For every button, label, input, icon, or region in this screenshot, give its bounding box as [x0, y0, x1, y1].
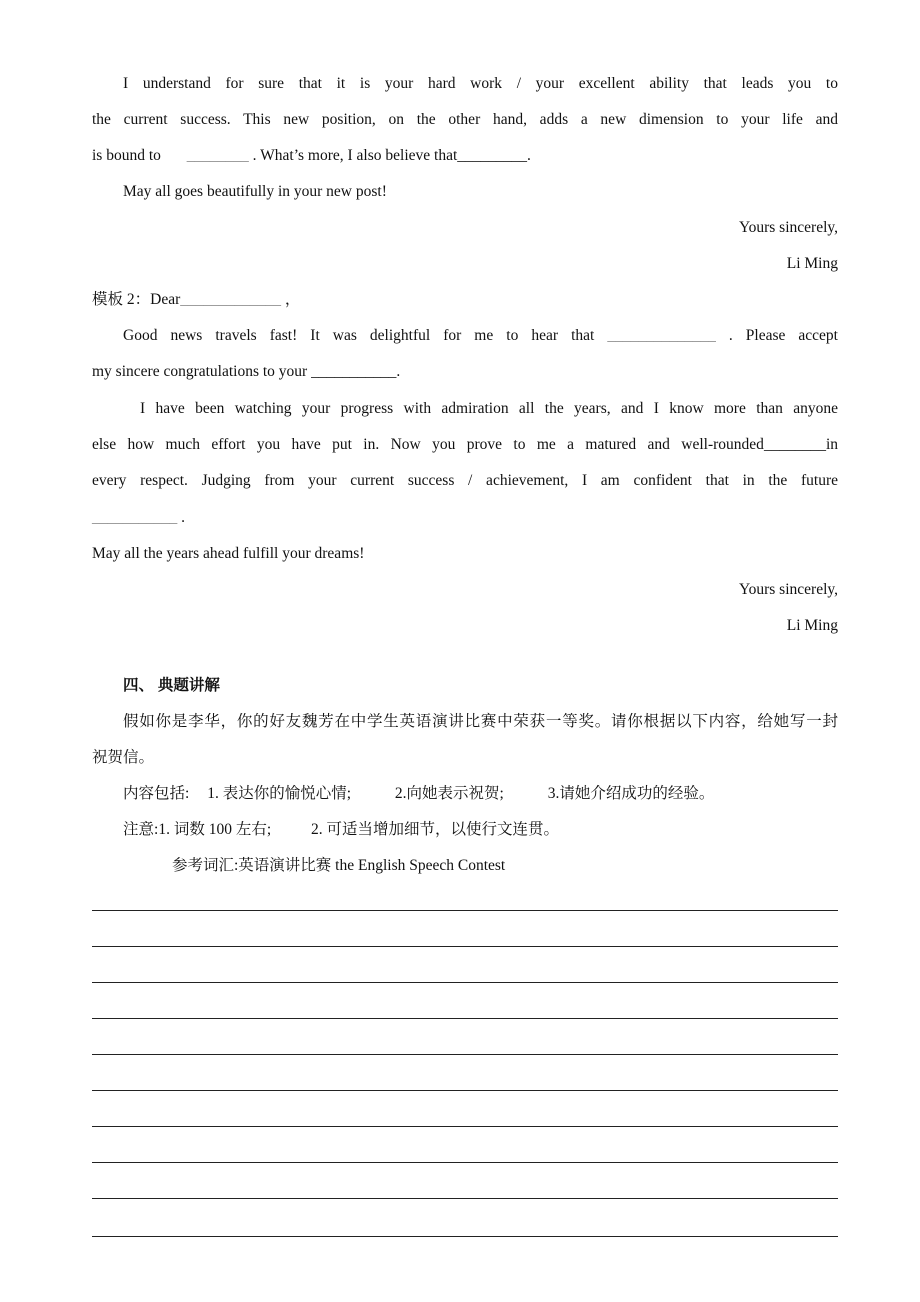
writing-line	[92, 982, 838, 983]
notes	[123, 819, 838, 841]
paragraph-line	[92, 145, 838, 167]
writing-line	[92, 1090, 838, 1091]
blank: ___________	[92, 509, 178, 526]
text: .	[181, 509, 185, 526]
notes-label: 注意:	[123, 821, 159, 838]
salutation	[92, 289, 838, 311]
content-item: 1. 表达你的愉悦心情;	[207, 785, 351, 802]
note-item: 1. 词数 100 左右;	[158, 821, 272, 838]
signature: Li Ming	[786, 617, 838, 634]
note-item: 2. 可适当增加细节，以使行文连贯。	[311, 821, 560, 838]
text: Good news travels fast! It was delightful for me to hear that	[123, 327, 595, 344]
blank: _________.	[457, 147, 531, 164]
content-item: 2.向她表示祝贺;	[394, 785, 504, 802]
content-requirements	[123, 783, 838, 805]
blank: ________in	[763, 436, 838, 453]
blank: ___________.	[311, 363, 401, 380]
writing-line	[92, 1126, 838, 1127]
wish: May all the years ahead fulfill your dreams!	[92, 545, 365, 562]
blank: ______________	[607, 327, 716, 344]
signature: Li Ming	[786, 255, 838, 272]
paragraph-line: I have been watching your progress with admiration all the years, and I know more than anyone	[140, 400, 838, 417]
closing: Yours sincerely,	[738, 581, 838, 598]
content-label: 内容包括:	[123, 785, 190, 802]
paragraph-line	[92, 361, 838, 383]
template-label: 模板 2：Dear	[92, 291, 181, 308]
paragraph-line: every respect. Judging from your current success / achievement, I am confident that in the future	[92, 472, 838, 489]
reference-vocab: 参考词汇:英语演讲比赛 the English Speech Contest	[172, 857, 506, 874]
comma: ，	[284, 291, 301, 308]
paragraph-line: the current success. This new position, on the other hand, adds a new dimension to your life and	[92, 111, 838, 128]
text: else how much effort you have put in. Now you prove to me a matured and well-rounded	[92, 436, 764, 453]
writing-line	[92, 1162, 838, 1163]
writing-line	[92, 1198, 838, 1199]
writing-line	[92, 946, 838, 947]
text: . Please accept	[728, 327, 838, 344]
content-item: 3.请她介绍成功的经验。	[547, 785, 715, 802]
paragraph-line	[123, 325, 838, 347]
writing-line	[92, 1054, 838, 1055]
paragraph-line: I understand for sure that it is your hard work / your excellent ability that leads you to	[123, 75, 838, 92]
writing-line	[92, 1236, 838, 1237]
text: . What’s more, I also believe that	[252, 147, 458, 164]
blank: ________	[186, 147, 249, 164]
section-heading: 四、 典题讲解	[123, 677, 220, 694]
paragraph-line	[92, 434, 838, 456]
paragraph-line: May all goes beautifully in your new post!	[123, 183, 387, 200]
closing: Yours sincerely,	[738, 219, 838, 236]
prompt-line: 假如你是李华，你的好友魏芳在中学生英语演讲比赛中荣获一等奖。请你根据以下内容，给她写一封	[123, 713, 838, 730]
writing-line	[92, 910, 838, 911]
writing-line	[92, 1018, 838, 1019]
prompt-line: 祝贺信。	[92, 749, 155, 766]
text: is bound to	[92, 147, 161, 164]
text: my sincere congratulations to your	[92, 363, 308, 380]
paragraph-line	[92, 507, 838, 529]
blank: _____________	[180, 291, 281, 308]
